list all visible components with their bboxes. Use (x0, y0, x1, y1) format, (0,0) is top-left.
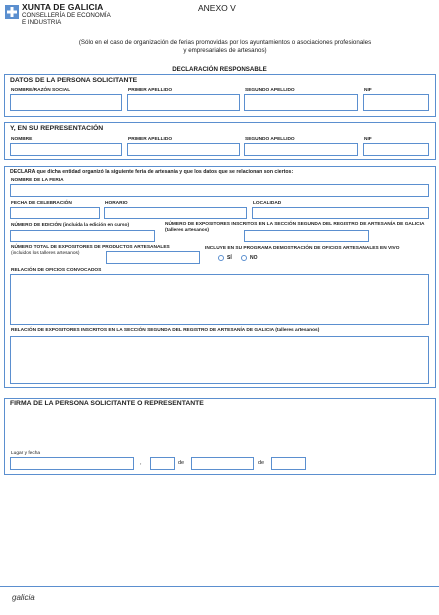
trades-label: RELACIÓN DE OFICIOS CONVOCADOS (11, 268, 102, 273)
live-demo-yes-label: SÍ (227, 255, 232, 261)
live-demo-no-label: NO (250, 255, 258, 261)
declares-text: DECLARA que dicha entidad organizó la siguiente feria de artesanía y que los datos que se relacionan son ciertos: (10, 169, 294, 175)
signature-heading: FIRMA DE LA PERSONA SOLICITANTE O REPRESENTANTE (10, 400, 204, 407)
xunta-cross-logo (5, 5, 19, 19)
representative-surname2-input[interactable] (244, 143, 358, 156)
applicant-surname2-input[interactable] (244, 94, 358, 111)
edition-input[interactable] (10, 230, 155, 242)
day-input[interactable] (150, 457, 175, 470)
applicant-surname2-label: SEGUNDO APELLIDO (245, 88, 295, 93)
applicant-name-input[interactable] (10, 94, 122, 111)
footer-divider (0, 586, 439, 587)
annex-title: ANEXO V (198, 3, 236, 13)
fair-schedule-input[interactable] (104, 207, 247, 219)
edition-label: NÚMERO DE EDICIÓN (incluida la edición en curso) (11, 223, 130, 228)
fair-date-input[interactable] (10, 207, 100, 219)
representative-name-input[interactable] (10, 143, 122, 156)
intro-note (40, 39, 410, 55)
live-demo-no-radio[interactable] (241, 255, 247, 261)
month-input[interactable] (191, 457, 254, 470)
applicant-nif-input[interactable] (363, 94, 429, 111)
of-separator-2: de (258, 460, 265, 466)
trades-textarea[interactable] (10, 274, 429, 325)
exhibitors-list-label: RELACIÓN DE EXPOSITORES INSCRITOS EN LA SECCIÓN SEGUNDA DEL REGISTRO DE ARTESANÍA DE GALICIA (talleres artesanos) (11, 328, 320, 333)
org-line1: XUNTA DE GALICIA (22, 2, 104, 12)
fair-schedule-label: HORARIO (105, 201, 128, 206)
intro-line2: y empresariales de artesanos) (183, 47, 267, 54)
org-name (22, 3, 111, 26)
representative-surname2-label: SEGUNDO APELLIDO (245, 137, 295, 142)
live-demo-label: INCLUYE EN SU PROGRAMA DEMOSTRACIÓN DE OFICIOS ARTESANALES EN VIVO (205, 246, 400, 251)
fair-date-label: FECHA DE CELEBRACIÓN (11, 201, 72, 206)
representative-name-label: NOMBRE (11, 137, 33, 142)
registered-exhibitors-label: NÚMERO DE EXPOSITORES INSCRITOS EN LA SECCIÓN SEGUNDA DEL REGISTRO DE ARTESANÍA DE GALICIA (talleres artesanos) (165, 222, 425, 233)
applicant-name-label: NOMBRE/RAZÓN SOCIAL (11, 88, 71, 93)
applicant-heading: DATOS DE LA PERSONA SOLICITANTE (10, 77, 138, 84)
org-line3: E INDUSTRIA (22, 19, 62, 26)
galicia-logo: galicia (12, 593, 35, 602)
place-input[interactable] (10, 457, 134, 470)
comma-separator: , (140, 460, 142, 466)
fair-locality-input[interactable] (252, 207, 429, 219)
representative-nif-input[interactable] (363, 143, 429, 156)
total-exhibitors-sublabel: (incluidos los talleres artesanos) (11, 251, 80, 256)
year-input[interactable] (271, 457, 306, 470)
org-line2: CONSELLERÍA DE ECONOMÍA (22, 12, 111, 19)
representative-surname1-input[interactable] (127, 143, 240, 156)
registered-exhibitors-input[interactable] (244, 230, 369, 242)
applicant-nif-label: NIF (364, 88, 372, 93)
fair-locality-label: LOCALIDAD (253, 201, 282, 206)
representative-heading: Y, EN SU REPRESENTACIÓN (10, 125, 104, 132)
total-exhibitors-label: NÚMERO TOTAL DE EXPOSITORES DE PRODUCTOS ARTESANALES (11, 245, 170, 250)
applicant-surname1-input[interactable] (127, 94, 240, 111)
total-exhibitors-input[interactable] (106, 251, 200, 264)
place-date-label: Lugar y fecha (11, 451, 41, 456)
representative-surname1-label: PRIMER APELLIDO (128, 137, 173, 142)
of-separator-1: de (178, 460, 185, 466)
representative-nif-label: NIF (364, 137, 372, 142)
exhibitors-list-textarea[interactable] (10, 336, 429, 384)
intro-line1: (Sólo en el caso de organización de ferias promovidas por los ayuntamientos o asociaciones profesionales (78, 39, 372, 46)
fair-name-label: NOMBRE DE LA FERIA (11, 178, 64, 183)
live-demo-yes-radio[interactable] (218, 255, 224, 261)
declaration-title: DECLARACIÓN RESPONSABLE (172, 66, 267, 73)
applicant-surname1-label: PRIMER APELLIDO (128, 88, 173, 93)
fair-name-input[interactable] (10, 184, 429, 197)
